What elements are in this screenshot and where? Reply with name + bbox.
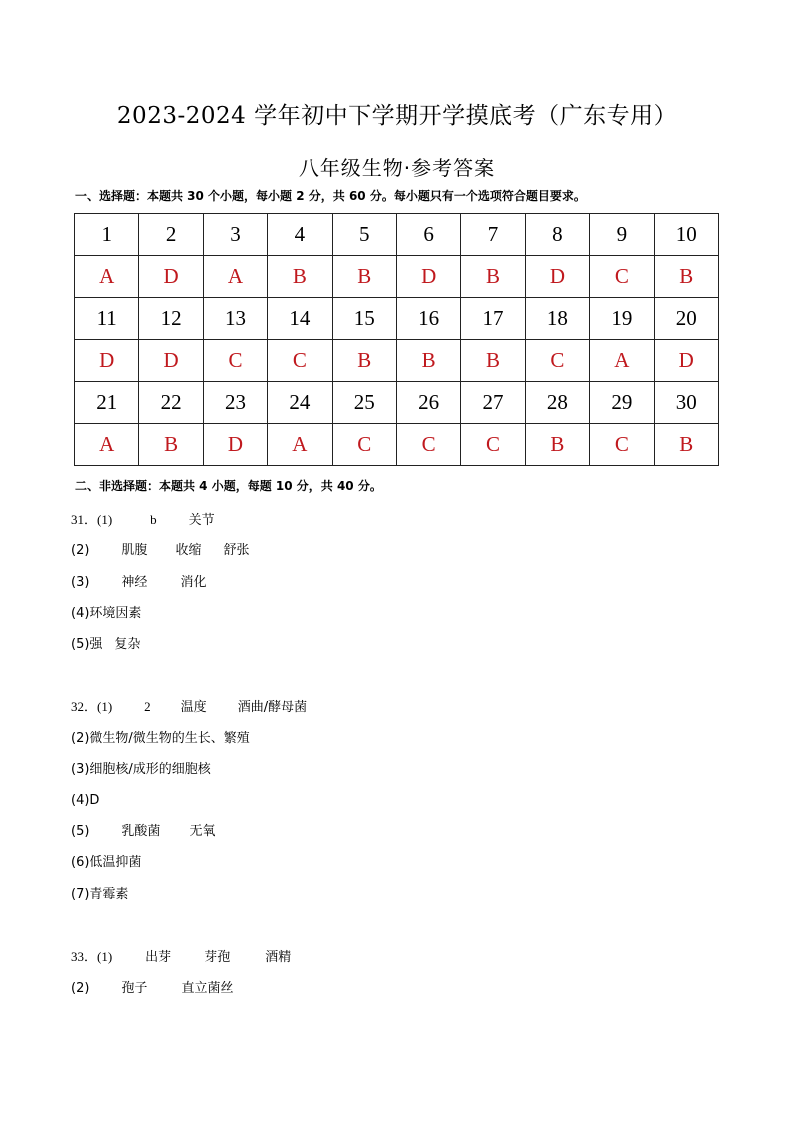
answer-cell: D — [139, 256, 203, 298]
q32-part5 — [71, 823, 215, 841]
q31-part2 — [71, 542, 249, 560]
q31-answer: (5)强 — [71, 637, 103, 652]
answer-cell: C — [203, 340, 267, 382]
q32-label: 32．(1) — [71, 699, 113, 714]
answer-cell: D — [139, 340, 203, 382]
question-number-cell: 22 — [139, 382, 203, 424]
q32-part2 — [71, 730, 250, 748]
q31-answer: b — [150, 512, 157, 527]
q33-label: (2) — [71, 981, 90, 996]
question-number-cell: 20 — [654, 298, 718, 340]
q32-answer: 温度 — [180, 700, 207, 715]
q32-part6 — [71, 854, 141, 872]
question-number-cell: 15 — [332, 298, 396, 340]
answer-cell: A — [203, 256, 267, 298]
q32-answer: (6)低温抑菌 — [71, 855, 142, 870]
q32-answer: 无氧 — [189, 824, 216, 839]
answer-cell: C — [332, 424, 396, 466]
q33-answer: 孢子 — [121, 981, 148, 996]
answer-cell: B — [268, 256, 332, 298]
question-number-cell: 13 — [203, 298, 267, 340]
answer-cell: A — [75, 424, 139, 466]
answer-cell: B — [139, 424, 203, 466]
answer-cell: B — [332, 256, 396, 298]
q31-answer: 关节 — [188, 513, 215, 528]
page-title: 2023-2024 学年初中下学期开学摸底考（广东专用） — [116, 103, 678, 129]
q32-part7 — [71, 886, 128, 904]
answer-cell: C — [396, 424, 460, 466]
answer-cell: D — [396, 256, 460, 298]
q32-answer: (7)青霉素 — [71, 887, 129, 902]
q31-answer: 复杂 — [114, 637, 141, 652]
question-number-cell: 12 — [139, 298, 203, 340]
answer-cell: B — [461, 340, 525, 382]
q32-answer: 乳酸菌 — [121, 824, 161, 839]
answer-cell: D — [203, 424, 267, 466]
answer-row — [75, 424, 719, 466]
question-number-cell: 2 — [139, 214, 203, 256]
q32-answer: (4)D — [71, 793, 100, 808]
question-number-cell: 19 — [590, 298, 654, 340]
question-number-cell: 29 — [590, 382, 654, 424]
q31-part3 — [71, 574, 206, 592]
section-heading-non-choice: 二、非选择题：本题共 4 小题，每题 10 分，共 40 分。 — [75, 479, 382, 493]
answer-cell: B — [654, 424, 718, 466]
question-number-cell: 18 — [525, 298, 589, 340]
q33-answer: 直立菌丝 — [181, 981, 234, 996]
question-number-cell: 27 — [461, 382, 525, 424]
q31-label: (2) — [71, 543, 90, 558]
q31-answer: 舒张 — [223, 543, 250, 558]
question-number-cell: 3 — [203, 214, 267, 256]
q31-answer: 收缩 — [175, 543, 202, 558]
section-heading-choice: 一、选择题：本题共 30 个小题，每小题 2 分，共 60 分。每小题只有一个选项符合题目要求。 — [75, 189, 586, 203]
question-number-cell: 25 — [332, 382, 396, 424]
question-number-cell: 1 — [75, 214, 139, 256]
answer-table — [74, 213, 719, 466]
q31-answer: 神经 — [121, 575, 148, 590]
q33-label: 33．(1) — [71, 949, 113, 964]
answer-row — [75, 256, 719, 298]
question-number-cell: 26 — [396, 382, 460, 424]
answer-cell: B — [525, 424, 589, 466]
question-number-cell: 11 — [75, 298, 139, 340]
question-number-cell: 5 — [332, 214, 396, 256]
answer-cell: C — [268, 340, 332, 382]
q32-answer: 酒曲/酵母菌 — [237, 700, 308, 715]
answer-cell: D — [654, 340, 718, 382]
q32-part4 — [71, 792, 99, 810]
question-number-cell: 21 — [75, 382, 139, 424]
q33-answer: 出芽 — [145, 950, 172, 965]
answer-cell: C — [525, 340, 589, 382]
q31-part1 — [71, 511, 215, 530]
question-number-cell: 17 — [461, 298, 525, 340]
q33-answer: 芽孢 — [204, 950, 231, 965]
question-number-cell: 30 — [654, 382, 718, 424]
q32-part1 — [71, 698, 307, 717]
q31-label: (3) — [71, 575, 90, 590]
question-number-cell: 28 — [525, 382, 589, 424]
q32-answer: 2 — [144, 699, 151, 714]
question-number-cell: 6 — [396, 214, 460, 256]
question-number-cell: 7 — [461, 214, 525, 256]
question-number-cell: 9 — [590, 214, 654, 256]
question-number-cell: 16 — [396, 298, 460, 340]
q32-label: (5) — [71, 824, 90, 839]
answer-cell: B — [396, 340, 460, 382]
answer-cell: D — [75, 340, 139, 382]
q33-part2 — [71, 980, 233, 998]
answer-cell: B — [461, 256, 525, 298]
question-number-cell: 10 — [654, 214, 718, 256]
page-subtitle: 八年级生物·参考答案 — [298, 156, 496, 180]
q31-answer: 消化 — [180, 575, 207, 590]
answer-row — [75, 340, 719, 382]
question-number-cell: 4 — [268, 214, 332, 256]
answer-cell: B — [654, 256, 718, 298]
answer-cell: A — [268, 424, 332, 466]
q33-answer: 酒精 — [265, 950, 292, 965]
question-number-cell: 24 — [268, 382, 332, 424]
answer-cell: A — [75, 256, 139, 298]
answer-cell: C — [590, 256, 654, 298]
q31-answer: (4)环境因素 — [71, 606, 142, 621]
question-number-row — [75, 298, 719, 340]
answer-cell: B — [332, 340, 396, 382]
q33-part1 — [71, 948, 291, 967]
q31-label: 31．(1) — [71, 512, 113, 527]
answer-cell: A — [590, 340, 654, 382]
q31-answer: 肌腹 — [121, 543, 148, 558]
question-number-row — [75, 382, 719, 424]
q32-part3 — [71, 761, 211, 779]
question-number-cell: 8 — [525, 214, 589, 256]
q32-answer: (2)微生物/微生物的生长、繁殖 — [71, 731, 250, 746]
answer-cell: C — [461, 424, 525, 466]
answer-cell: D — [525, 256, 589, 298]
question-number-row — [75, 214, 719, 256]
q31-part4 — [71, 605, 141, 623]
answer-cell: C — [590, 424, 654, 466]
q31-part5 — [71, 636, 140, 654]
question-number-cell: 23 — [203, 382, 267, 424]
q32-answer: (3)细胞核/成形的细胞核 — [71, 762, 211, 777]
question-number-cell: 14 — [268, 298, 332, 340]
